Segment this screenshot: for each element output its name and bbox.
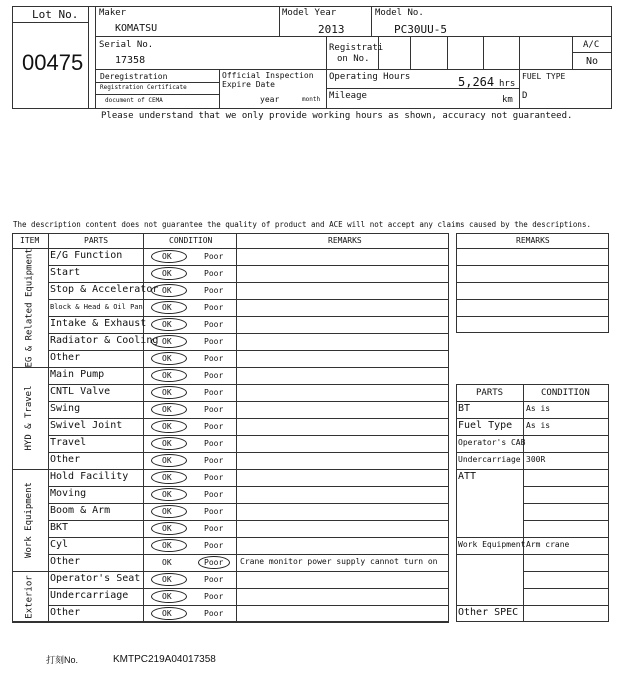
part-name: BKT [50,522,69,533]
column-header-condition: CONDITION [169,236,213,245]
operating-hours-label: Operating Hours [329,72,411,82]
ok-circle-mark [151,335,187,348]
column-divider [236,233,237,622]
ok-circle-mark [151,488,187,501]
disclaimer: The description content does not guarantee the quality of product and ACE will not accept any claims caused by the descriptions. [13,220,591,229]
ok-option: OK [162,473,172,482]
poor-option: Poor [204,490,224,499]
operating-hours-value: 5,264 [458,75,495,89]
poor-option: Poor [204,524,224,533]
ok-option: OK [162,371,172,380]
fuel-type-value: D [522,91,528,101]
ok-circle-mark [151,471,187,484]
poor-option: Poor [204,286,224,295]
ok-option: OK [162,507,172,516]
row-divider [48,486,449,487]
divider [326,36,327,109]
poor-option: Poor [204,473,224,482]
ok-circle-mark [151,539,187,552]
ok-circle-mark [151,522,187,535]
dereg-label: Deregistration [100,72,168,81]
group-label: Work Equipment [24,482,34,558]
hrs-unit: hrs [499,79,516,89]
row-divider [48,367,449,368]
registration-label: Registrati [329,43,384,53]
part-name: Cyl [50,539,69,550]
group-label: Exterior [24,574,34,619]
remarks-row-divider [456,299,609,300]
month-label: month [302,96,321,103]
part-name: Travel [50,437,87,448]
model-year-label: Model Year [282,8,337,18]
right-condition-value: 300R [526,455,546,464]
part-name: Operator's Seat [50,573,141,584]
divider [95,82,219,83]
year-label: year [260,95,280,104]
poor-option: Poor [204,507,224,516]
other-spec-label: Other SPEC [458,607,519,618]
poor-option: Poor [204,456,224,465]
ok-option: OK [162,609,172,618]
ok-option: OK [162,337,172,346]
ok-circle-mark [151,573,187,586]
ok-circle-mark [151,607,187,620]
ok-option: OK [162,456,172,465]
row-divider [523,486,609,487]
row-divider [523,520,609,521]
ok-circle-mark [151,420,187,433]
poor-option: Poor [204,269,224,278]
part-name: Swing [50,403,81,414]
column-header-remarks: REMARKS [328,236,362,245]
model-no-value: PC30UU-5 [394,23,447,36]
row-divider [48,265,449,266]
poor-option: Poor [204,388,224,397]
ok-option: OK [162,422,172,431]
ok-circle-mark [151,505,187,518]
ok-circle-mark [151,301,187,314]
ok-circle-mark [151,386,187,399]
row-divider [48,401,449,402]
row-divider [48,520,449,521]
part-name: Boom & Arm [50,505,111,516]
remarks-row-divider [456,282,609,283]
ok-circle-mark [151,318,187,331]
work-equipment-value: Arm crane [526,540,570,549]
row-divider [48,435,449,436]
dereg-sub1: Registration Certificate [100,84,187,91]
ok-option: OK [162,303,172,312]
poor-option: Poor [204,252,224,261]
fuel-type-label: FUEL TYPE [522,72,566,81]
ok-option: OK [162,320,172,329]
poor-option: Poor [204,592,224,601]
mileage-label: Mileage [329,91,367,101]
ok-circle-mark [151,250,187,263]
condition-header: CONDITION [541,388,590,398]
ok-option: OK [162,558,172,567]
right-part-name: Undercarriage [458,455,521,464]
remarks-row-divider [456,248,609,249]
part-name: Other [50,352,81,363]
part-name: Moving [50,488,87,499]
ok-circle-mark [151,437,187,450]
divider [95,36,612,37]
att-label: ATT [458,471,477,482]
row-divider [48,350,449,351]
right-part-name: Fuel Type [458,420,513,431]
row-divider [48,452,449,453]
maker-value: KOMATSU [115,23,158,34]
group-label: EG & Related Equipment [24,247,34,367]
parts-header: PARTS [476,388,504,398]
right-part-name: Operator's CAB [458,438,526,447]
poor-option: Poor [204,371,224,380]
poor-option: Poor [204,439,224,448]
ac-value: No [586,56,599,67]
poor-option: Poor [204,320,224,329]
ok-circle-mark [151,284,187,297]
ok-circle-mark [151,267,187,280]
group-divider [12,622,449,623]
stamp-no-value: KMTPC219A04017358 [113,654,216,665]
serial-value: 17358 [115,55,146,66]
hours-note: Please understand that we only provide working hours as shown, accuracy not guaranteed. [101,111,573,121]
part-name: Main Pump [50,369,105,380]
ok-option: OK [162,592,172,601]
remarks-header: REMARKS [516,236,550,245]
remarks-row-divider [456,316,609,317]
ok-circle-mark [151,454,187,467]
poor-option: Poor [204,575,224,584]
row-divider [48,605,449,606]
divider [371,6,372,36]
row-divider [48,537,449,538]
model-no-label: Model No. [375,8,424,18]
part-name: Undercarriage [50,590,129,601]
part-name: Block & Head & Oil Pan [50,303,143,311]
poor-option: Poor [204,541,224,550]
divider [95,69,612,70]
inspection-label: Official Inspection [222,71,314,80]
part-name: Intake & Exhaust [50,318,147,329]
dereg-sub2: document of CEMA [105,97,163,104]
remarks-row-divider [456,265,609,266]
poor-option: Poor [204,303,224,312]
divider [447,36,448,69]
right-part-name: BT [458,403,471,414]
ok-option: OK [162,524,172,533]
ok-option: OK [162,269,172,278]
divider [219,69,220,109]
ok-option: OK [162,490,172,499]
ok-circle-mark [151,352,187,365]
column-header-item: ITEM [20,236,40,245]
part-name: CNTL Valve [50,386,111,397]
row-divider [456,554,609,555]
lot-number: 00475 [22,50,84,75]
poor-option: Poor [204,405,224,414]
poor-circle-mark [198,556,230,569]
ok-option: OK [162,405,172,414]
group-label: HYD & Travel [24,385,34,451]
ok-circle-mark [151,403,187,416]
divider [572,52,612,53]
part-name: Other [50,556,81,567]
ok-option: OK [162,541,172,550]
part-name: E/G Function [50,250,123,261]
ok-option: OK [162,354,172,363]
poor-option: Poor [204,558,224,567]
ok-option: OK [162,252,172,261]
ok-option: OK [162,575,172,584]
remark-text: Crane monitor power supply cannot turn on [240,557,438,566]
ok-circle-mark [151,590,187,603]
inspection-label-2: Expire Date [222,80,275,89]
divider [95,94,219,95]
part-name: Other [50,454,81,465]
part-name: Radiator & Cooling [50,335,159,346]
part-name: Swivel Joint [50,420,123,431]
part-name: Start [50,267,81,278]
ok-circle-mark [151,369,187,382]
row-divider [456,469,609,470]
model-year-value: 2013 [318,23,345,36]
ac-label: A/C [583,40,600,50]
ok-option: OK [162,286,172,295]
row-divider [523,503,609,504]
poor-option: Poor [204,337,224,346]
registration-label-2: on No. [337,54,370,64]
row-divider [523,588,609,589]
ok-option: OK [162,388,172,397]
stamp-no-label: 打刻No. [46,655,79,665]
column-header-parts: PARTS [84,236,109,245]
divider [12,22,88,23]
divider [279,6,280,36]
work-equipment-label: Work Equipment [458,540,526,549]
poor-option: Poor [204,422,224,431]
ok-option: OK [162,439,172,448]
divider [519,36,520,109]
poor-option: Poor [204,609,224,618]
column-divider [48,233,49,622]
right-condition-value: As is [526,404,551,413]
part-name: Hold Facility [50,471,129,482]
row-divider [523,571,609,572]
part-name: Other [50,607,81,618]
divider [483,36,484,69]
maker-label: Maker [99,8,127,18]
poor-option: Poor [204,354,224,363]
divider [410,36,411,69]
serial-label: Serial No. [99,40,154,50]
lot-label: Lot No. [32,8,79,21]
divider [88,6,89,109]
right-condition-value: As is [526,421,551,430]
part-name: Stop & Accelerator [50,284,159,295]
km-unit: km [502,95,513,105]
